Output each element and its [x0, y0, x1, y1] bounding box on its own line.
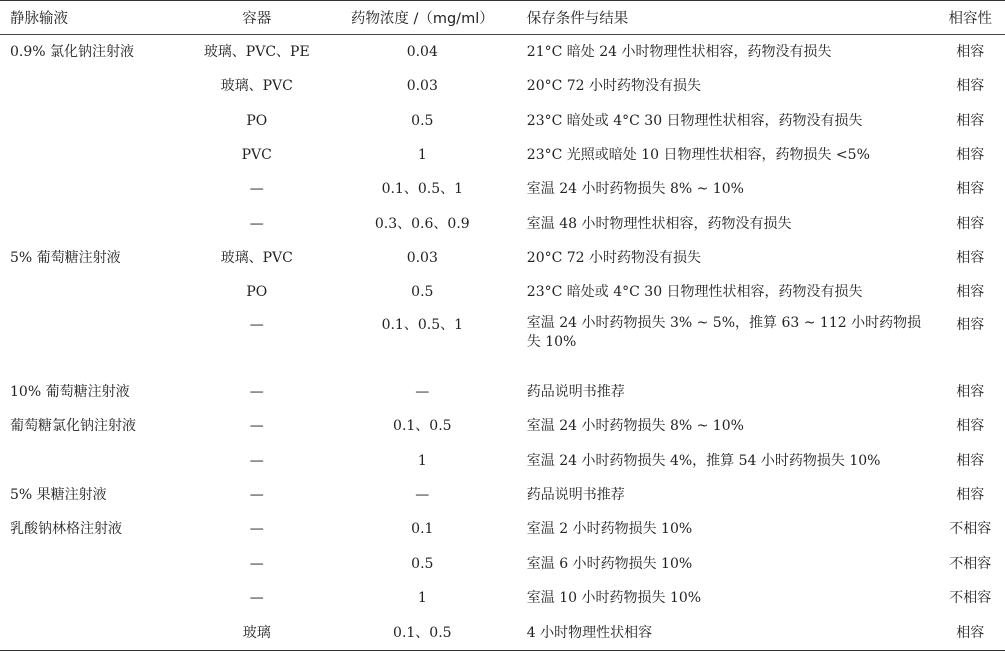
header-row [0, 1, 1005, 35]
table-row [0, 138, 1005, 172]
cell-container: 玻璃、PVC [220, 250, 293, 267]
cell-container: — [249, 418, 264, 435]
cell-infusion: 乳酸钠林格注射液 [10, 521, 122, 538]
cell-conditions: 室温 48 小时物理性状相容，药物没有损失 [526, 215, 792, 232]
cell-conditions: 室温 24 小时药物损失 4%，推算 54 小时药物损失 10% [526, 452, 881, 469]
cell-compatibility: 不相容 [949, 521, 992, 538]
cell-container: — [249, 383, 264, 400]
table-row [0, 375, 1005, 409]
table-row [0, 207, 1005, 241]
cell-infusion [0, 207, 184, 241]
cell-container: 玻璃 [184, 616, 330, 651]
cell-conditions: 20°C 72 小时药物没有损失 [526, 78, 702, 95]
cell-concentration: 0.5 [411, 112, 434, 129]
header-compatibility: 相容性 [935, 1, 1005, 35]
table-row [0, 310, 1005, 375]
table-row [0, 104, 1005, 138]
header-infusion: 静脉输液 [0, 1, 184, 35]
table-row [0, 547, 1005, 581]
cell-concentration: 0.03 [406, 78, 438, 95]
cell-concentration: — [415, 487, 430, 504]
cell-concentration: 0.1、0.5 [393, 418, 452, 435]
cell-container: — [249, 452, 264, 469]
cell-conditions: 室温 24 小时药物损失 3% ~ 5%，推算 63 ~ 112 小时药物损失 10% [526, 315, 922, 351]
cell-container: PO [246, 112, 268, 129]
cell-infusion [0, 310, 184, 375]
cell-concentration: 1 [417, 452, 427, 469]
cell-infusion [0, 547, 184, 581]
cell-container: PO [246, 284, 268, 301]
table-row [0, 444, 1005, 478]
cell-concentration: 0.03 [406, 250, 438, 267]
cell-container: — [249, 521, 264, 538]
cell-compatibility: 相容 [956, 452, 985, 469]
cell-conditions: 20°C 72 小时药物没有损失 [526, 250, 702, 267]
cell-compatibility: 相容 [956, 146, 985, 163]
cell-container: 玻璃、PVC [220, 78, 293, 95]
cell-concentration: 0.3、0.6、0.9 [374, 215, 470, 232]
cell-compatibility: 相容 [956, 215, 985, 232]
cell-concentration: 0.1、0.5 [330, 616, 515, 651]
cell-compatibility: 不相容 [949, 590, 992, 607]
cell-concentration: 1 [417, 146, 427, 163]
table-row [0, 35, 1005, 70]
cell-container: PVC [241, 146, 272, 163]
cell-conditions: 23°C 暗处或 4°C 30 日物理性状相容，药物没有损失 [526, 112, 863, 129]
cell-conditions: 4 小时物理性状相容 [515, 616, 936, 651]
cell-conditions: 21°C 暗处 24 小时物理性状相容，药物没有损失 [526, 43, 832, 60]
cell-conditions: 室温 2 小时药物损失 10% [526, 521, 693, 538]
cell-conditions: 室温 24 小时药物损失 8% ~ 10% [526, 418, 744, 435]
cell-concentration: 0.1、0.5、1 [381, 181, 464, 198]
cell-concentration: 0.5 [411, 555, 434, 572]
cell-container: 玻璃、PVC、PE [203, 43, 310, 60]
header-conditions: 保存条件与结果 [515, 1, 936, 35]
cell-conditions: 23°C 光照或暗处 10 日物理性状相容，药物损失 <5% [526, 146, 870, 163]
cell-infusion: 葡萄糖氯化钠注射液 [10, 418, 136, 435]
cell-infusion: 5% 果糖注射液 [10, 487, 107, 504]
cell-compatibility: 相容 [935, 616, 1005, 651]
cell-container: — [249, 590, 264, 607]
cell-conditions: 药品说明书推荐 [526, 487, 625, 504]
cell-compatibility: 相容 [956, 418, 985, 435]
cell-infusion: 0.9% 氯化钠注射液 [10, 43, 135, 60]
cell-infusion: 10% 葡萄糖注射液 [10, 383, 130, 400]
cell-container: — [249, 487, 264, 504]
cell-concentration: — [415, 383, 430, 400]
cell-compatibility: 相容 [956, 250, 985, 267]
cell-container: — [249, 215, 264, 232]
cell-infusion [0, 616, 184, 651]
header-container: 容器 [184, 1, 330, 35]
table-row [0, 410, 1005, 444]
cell-infusion [0, 444, 184, 478]
cell-compatibility: 相容 [956, 112, 985, 129]
cell-container: — [249, 555, 264, 572]
cell-conditions: 室温 6 小时药物损失 10% [526, 555, 693, 572]
cell-concentration: 0.1 [411, 521, 434, 538]
cell-concentration: 1 [417, 590, 427, 607]
cell-concentration: 0.04 [406, 43, 438, 60]
cell-infusion: 5% 葡萄糖注射液 [10, 250, 121, 267]
cell-conditions: 药品说明书推荐 [526, 383, 625, 400]
cell-container: — [249, 317, 264, 334]
cell-compatibility: 不相容 [949, 555, 992, 572]
cell-compatibility: 相容 [956, 181, 985, 198]
table-row [0, 276, 1005, 310]
table-row [0, 616, 1005, 651]
cell-infusion [0, 104, 184, 138]
table-row [0, 173, 1005, 207]
cell-infusion [0, 581, 184, 615]
cell-conditions: 23°C 暗处或 4°C 30 日物理性状相容，药物没有损失 [526, 284, 863, 301]
cell-compatibility: 相容 [956, 317, 985, 334]
cell-compatibility: 相容 [956, 43, 985, 60]
cell-concentration: 0.1、0.5、1 [381, 317, 464, 334]
table-row [0, 581, 1005, 615]
cell-container: — [249, 181, 264, 198]
cell-compatibility: 相容 [956, 487, 985, 504]
cell-infusion [0, 173, 184, 207]
cell-infusion [0, 276, 184, 310]
table-row [0, 241, 1005, 275]
cell-concentration: 0.5 [411, 284, 434, 301]
table-row [0, 69, 1005, 103]
cell-infusion [0, 69, 184, 103]
cell-compatibility: 相容 [956, 78, 985, 95]
cell-infusion [0, 138, 184, 172]
cell-conditions: 室温 24 小时药物损失 8% ~ 10% [526, 181, 744, 198]
cell-compatibility: 相容 [956, 284, 985, 301]
table-row [0, 478, 1005, 512]
cell-compatibility: 相容 [956, 383, 985, 400]
table-row [0, 513, 1005, 547]
header-concentration: 药物浓度 /（mg/ml） [330, 1, 515, 35]
cell-conditions: 室温 10 小时药物损失 10% [526, 590, 702, 607]
